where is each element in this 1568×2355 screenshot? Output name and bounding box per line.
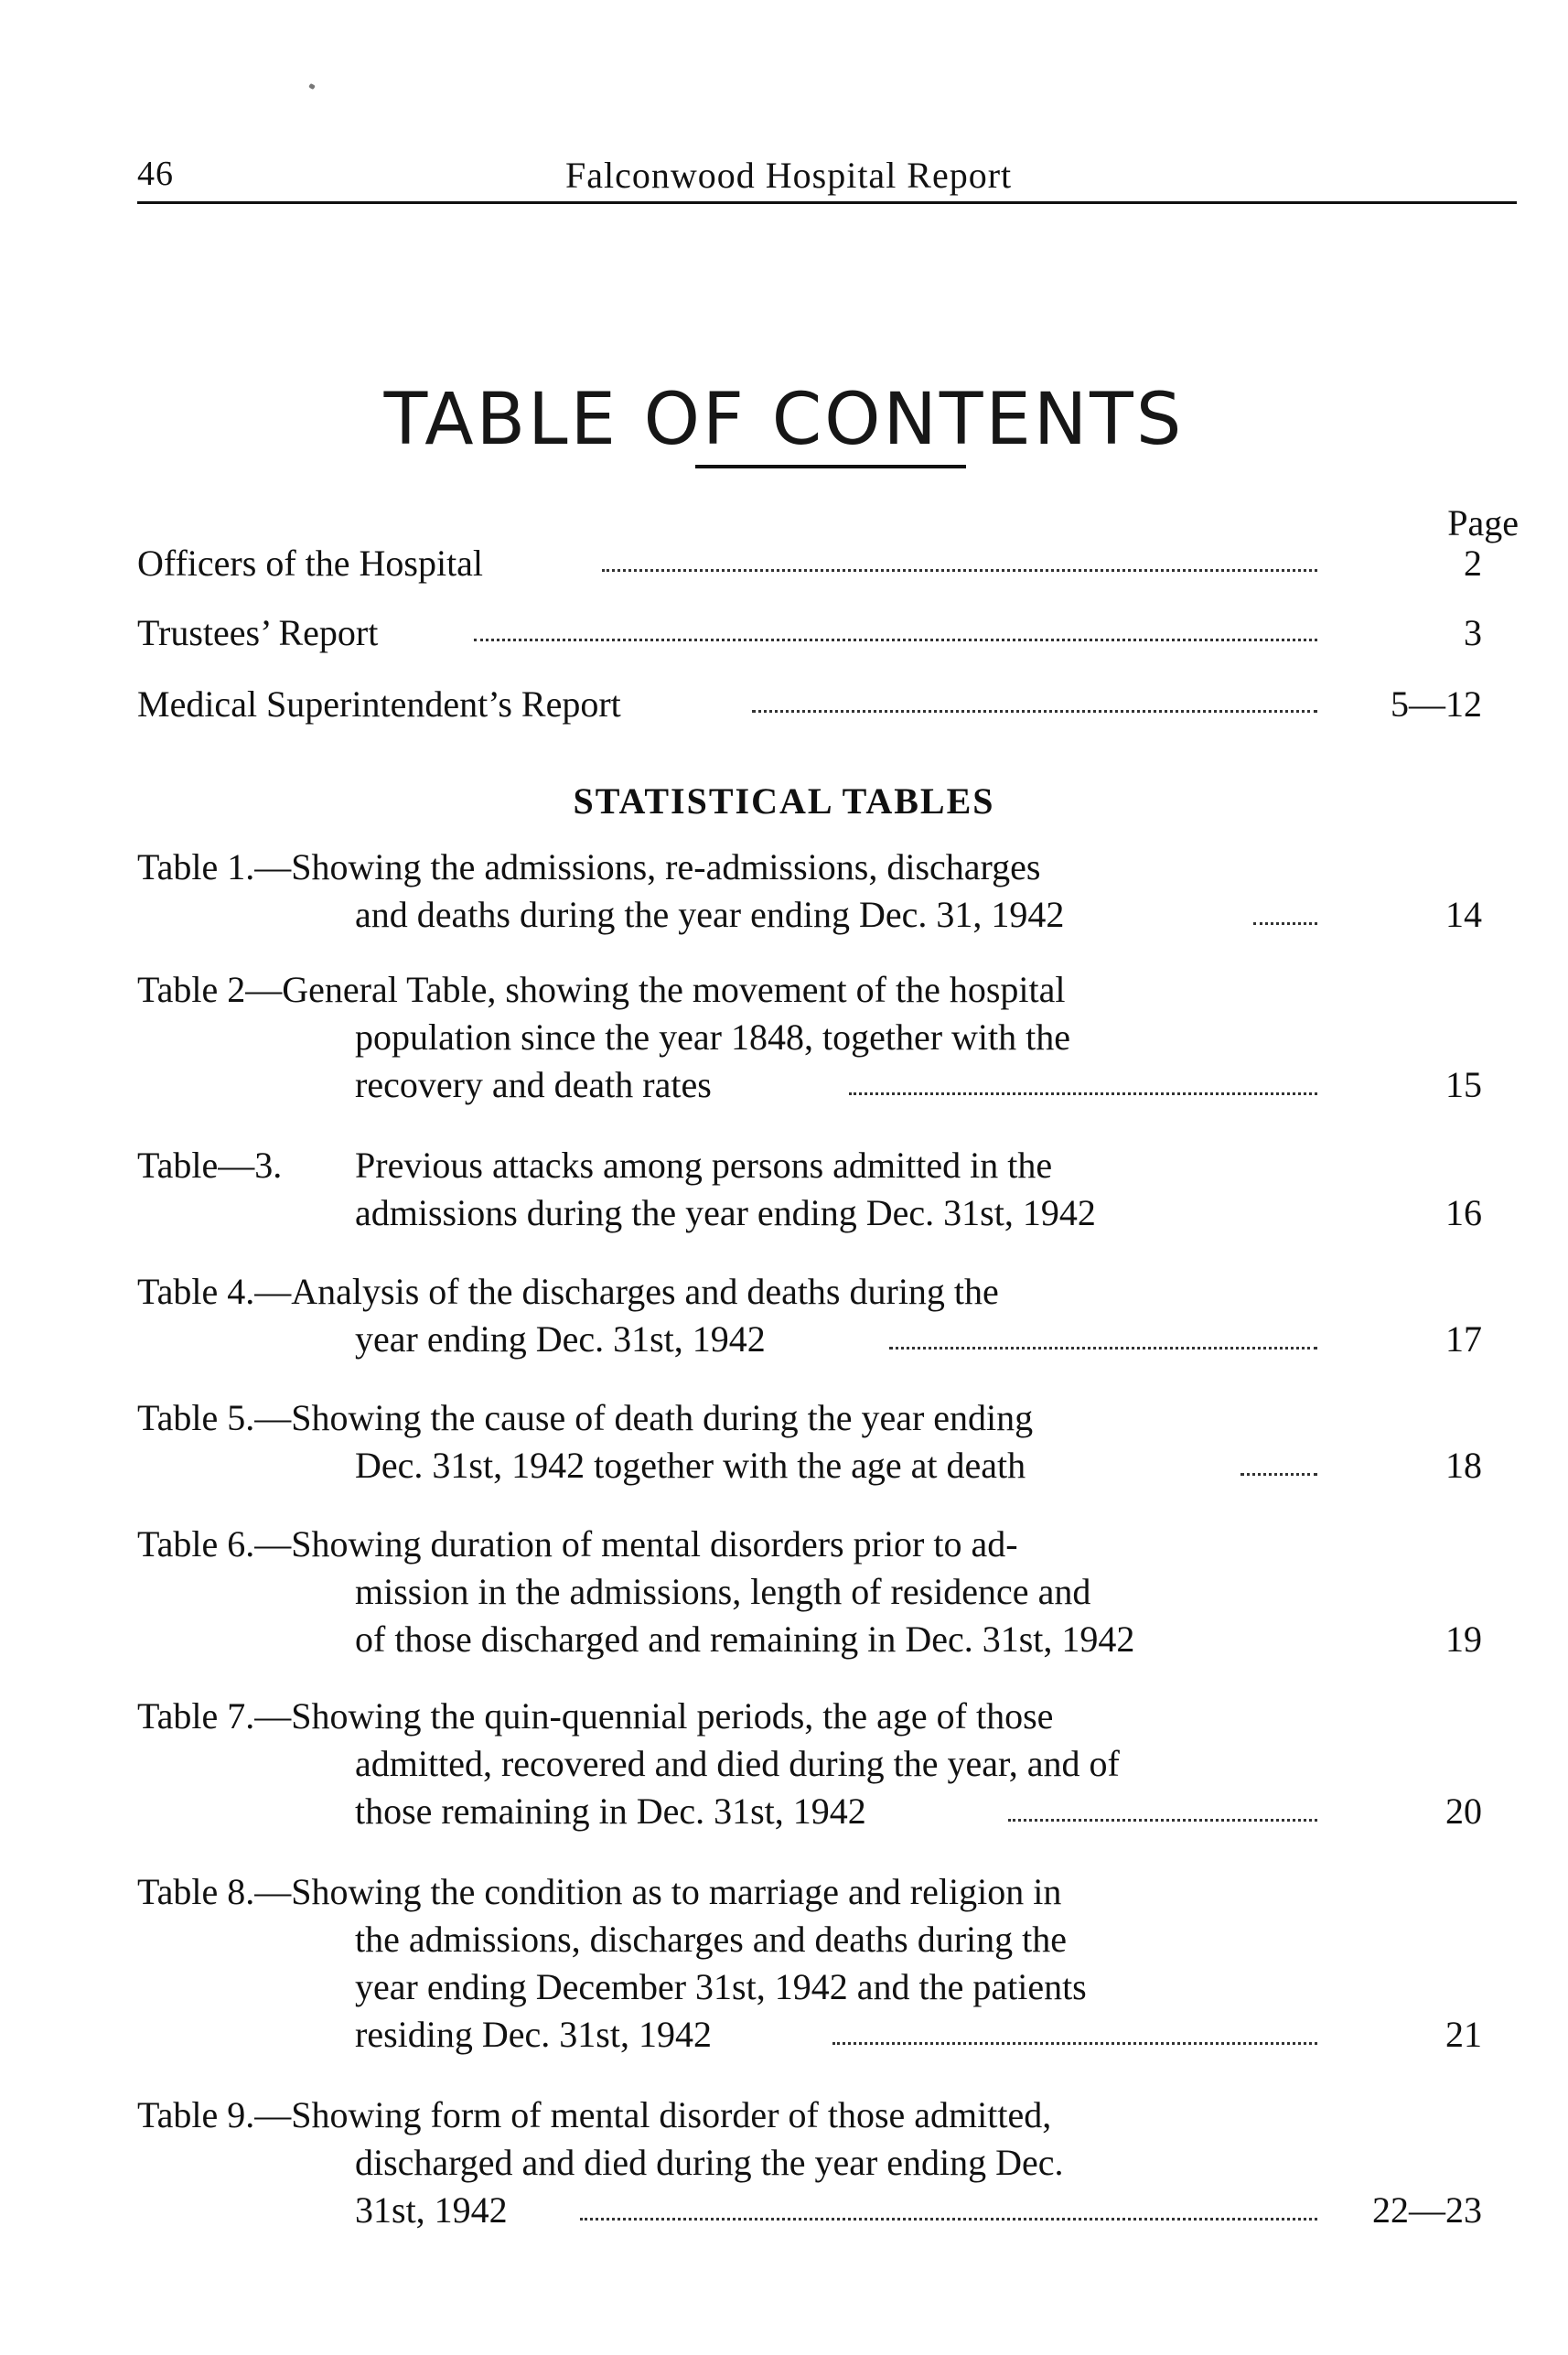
toc-table-5 bbox=[137, 1396, 1482, 1497]
table-page: 17 bbox=[1445, 1318, 1482, 1360]
table-line: year ending December 31st, 1942 and the patients bbox=[355, 1966, 1087, 2007]
toc-table-4 bbox=[137, 1270, 1482, 1371]
toc-entry-officers bbox=[137, 542, 1482, 593]
leader-dots bbox=[602, 569, 1317, 572]
table-line: mission in the admissions, length of residence and bbox=[355, 1571, 1091, 1612]
table-prefix: Table—3. bbox=[137, 1145, 283, 1186]
table-prefix: Table 2— bbox=[137, 969, 283, 1010]
table-page: 18 bbox=[1445, 1445, 1482, 1486]
toc-entry-label: Trustees’ Report bbox=[137, 612, 379, 653]
toc-entry-label: Officers of the Hospital bbox=[137, 543, 484, 584]
table-line: those remaining in Dec. 31st, 1942 bbox=[355, 1790, 866, 1832]
table-line: General Table, showing the movement of the hospital bbox=[282, 969, 1066, 1010]
title-rule bbox=[695, 465, 966, 468]
table-line: 31st, 1942 bbox=[355, 2189, 508, 2231]
table-prefix: Table 5.— bbox=[137, 1397, 292, 1438]
table-prefix: Table 6.— bbox=[137, 1523, 292, 1565]
table-prefix: Table 8.— bbox=[137, 1871, 292, 1912]
leader-dots bbox=[889, 1347, 1317, 1350]
leader-dots bbox=[1008, 1819, 1317, 1822]
table-line: of those discharged and remaining in Dec. 31st, 1942 bbox=[355, 1618, 1135, 1660]
table-line: population since the year 1848, together with the bbox=[355, 1016, 1071, 1058]
table-line: Showing the cause of death during the year ending bbox=[291, 1397, 1034, 1438]
table-prefix: Table 9.— bbox=[137, 2094, 292, 2135]
table-line: year ending Dec. 31st, 1942 bbox=[355, 1318, 766, 1360]
table-page: 16 bbox=[1445, 1192, 1482, 1233]
toc-table-2 bbox=[137, 968, 1482, 1114]
toc-entry-page: 3 bbox=[1464, 612, 1482, 653]
toc-table-8 bbox=[137, 1870, 1482, 2064]
toc-entry-page: 5—12 bbox=[1391, 683, 1482, 725]
leader-dots bbox=[752, 710, 1317, 713]
table-prefix: Table 1.— bbox=[137, 846, 292, 887]
table-line: Previous attacks among persons admitted in the bbox=[355, 1145, 1053, 1186]
running-title: Falconwood Hospital Report bbox=[565, 155, 1013, 196]
toc-entry-label: Medical Superintendent’s Report bbox=[137, 683, 621, 725]
table-line: Showing form of mental disorder of those admitted, bbox=[291, 2094, 1052, 2135]
leader-dots bbox=[474, 639, 1317, 641]
table-page: 21 bbox=[1445, 2014, 1482, 2055]
page-column-label: Page bbox=[1447, 502, 1519, 543]
table-line: Dec. 31st, 1942 together with the age at death bbox=[355, 1445, 1026, 1486]
toc-entry-trustees bbox=[137, 611, 1482, 662]
toc-table-7 bbox=[137, 1694, 1482, 1841]
table-prefix: Table 7.— bbox=[137, 1695, 292, 1737]
leader-dots bbox=[832, 2042, 1317, 2045]
table-line: Analysis of the discharges and deaths during the bbox=[291, 1271, 999, 1312]
page-title: TABLE OF CONTENTS bbox=[383, 379, 1185, 462]
table-line: and deaths during the year ending Dec. 31, 1942 bbox=[355, 894, 1065, 935]
table-page: 14 bbox=[1445, 894, 1482, 935]
ink-speck bbox=[308, 83, 316, 90]
header-rule bbox=[137, 201, 1517, 204]
table-page: 20 bbox=[1445, 1790, 1482, 1832]
table-prefix: Table 4.— bbox=[137, 1271, 292, 1312]
page-header bbox=[137, 154, 1517, 207]
table-line: discharged and died during the year ending Dec. bbox=[355, 2142, 1064, 2183]
table-line: admitted, recovered and died during the year, and of bbox=[355, 1743, 1120, 1784]
table-line: recovery and death rates bbox=[355, 1064, 712, 1105]
section-heading-statistical-tables: STATISTICAL TABLES bbox=[573, 780, 995, 822]
table-line: admissions during the year ending Dec. 31st, 1942 bbox=[355, 1192, 1096, 1233]
toc-table-1 bbox=[137, 845, 1482, 946]
table-line: the admissions, discharges and deaths during the bbox=[355, 1919, 1068, 1960]
table-line: Showing the condition as to marriage and religion in bbox=[291, 1871, 1062, 1912]
toc-table-6 bbox=[137, 1522, 1482, 1669]
page-number: 46 bbox=[137, 155, 174, 193]
table-page: 15 bbox=[1445, 1064, 1482, 1105]
toc-entry-medical-superintendent bbox=[137, 683, 1482, 734]
table-line: Showing the quin-quennial periods, the age of those bbox=[291, 1695, 1054, 1737]
toc-table-3 bbox=[137, 1144, 1482, 1244]
table-page: 22—23 bbox=[1372, 2189, 1482, 2231]
table-line: residing Dec. 31st, 1942 bbox=[355, 2014, 712, 2055]
toc-table-9 bbox=[137, 2093, 1482, 2240]
toc-entry-page: 2 bbox=[1464, 543, 1482, 584]
leader-dots bbox=[849, 1092, 1317, 1095]
table-line: Showing duration of mental disorders prior to ad- bbox=[291, 1523, 1018, 1565]
table-line: Showing the admissions, re-admissions, discharges bbox=[291, 846, 1041, 887]
table-page: 19 bbox=[1445, 1618, 1482, 1660]
leader-dots bbox=[580, 2218, 1317, 2221]
